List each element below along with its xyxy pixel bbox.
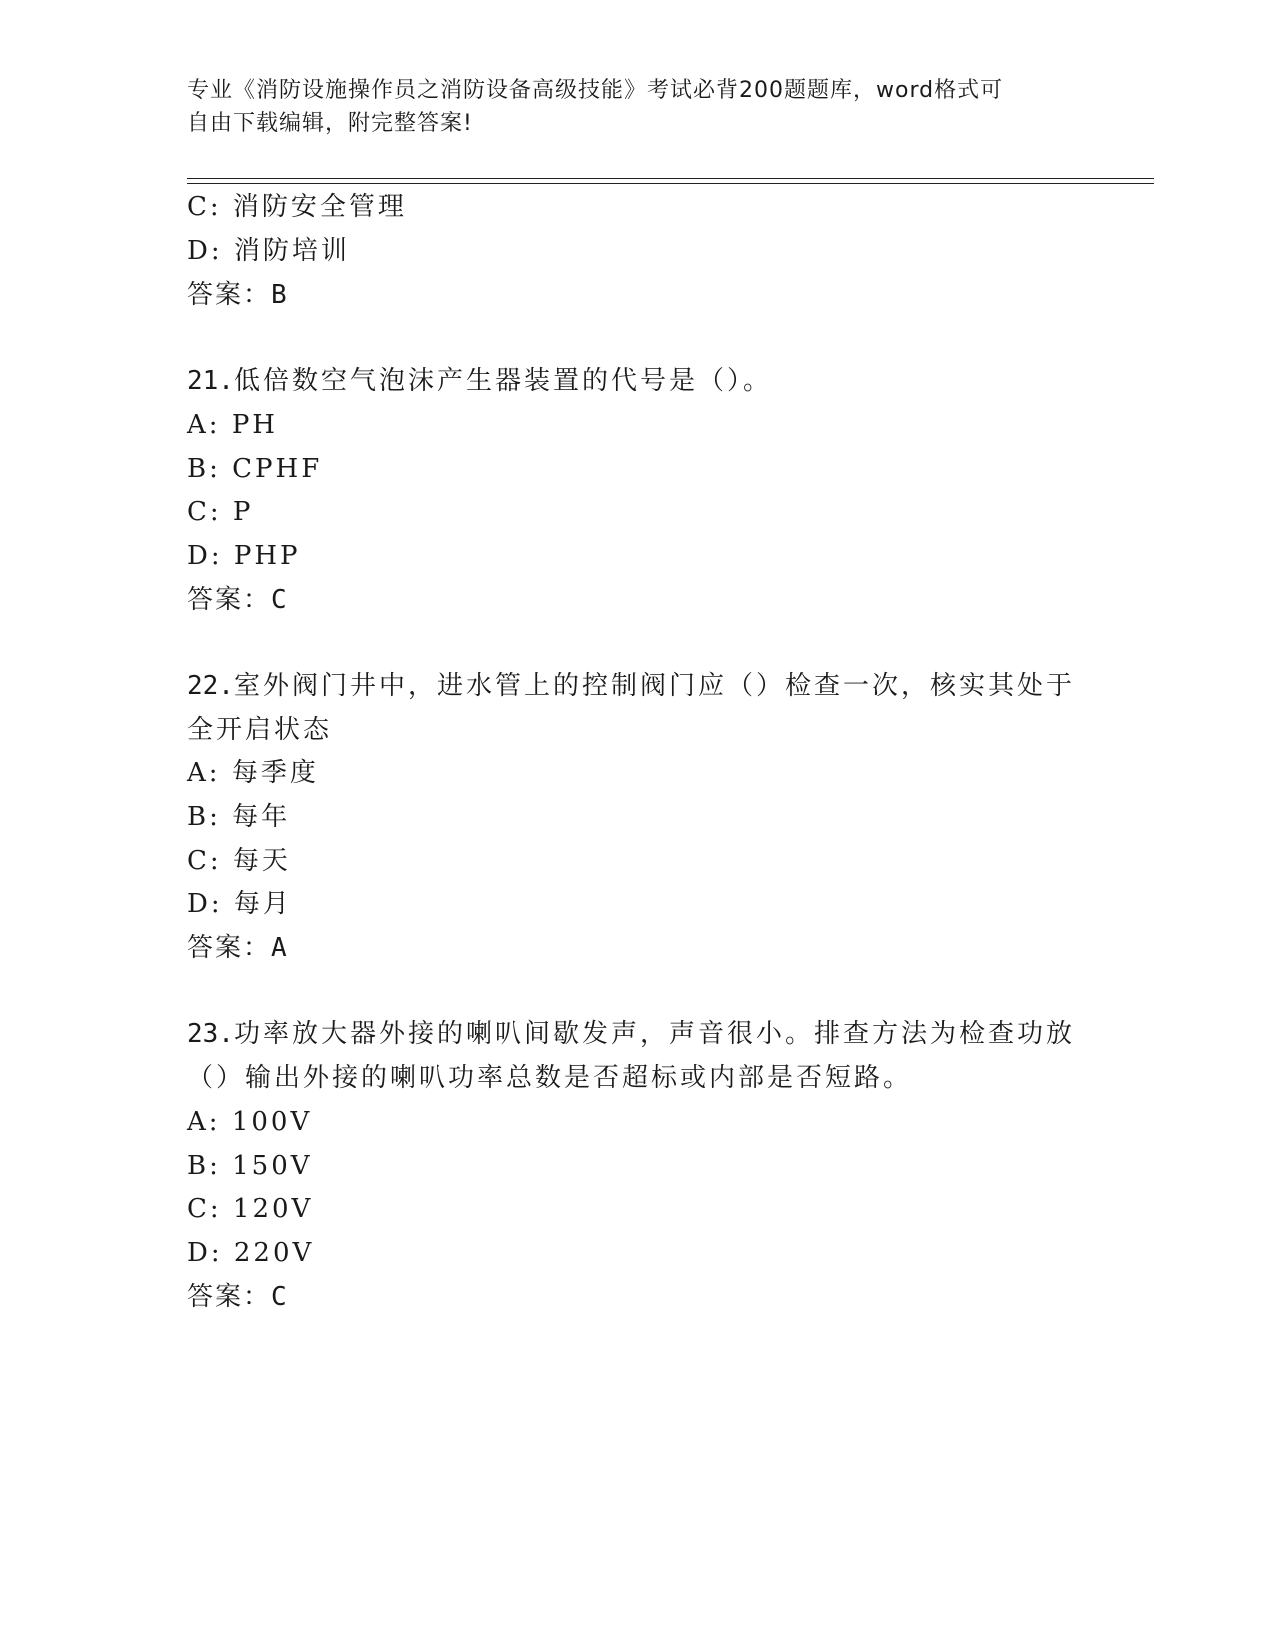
question-22-option-c: C: 每天 xyxy=(187,846,291,876)
question-22-option-d: D: 每月 xyxy=(187,889,292,919)
question-21-option-b: B: CPHF xyxy=(187,454,323,484)
header-divider-bottom xyxy=(187,183,1154,184)
question-23-text-line-1: 23.功率放大器外接的喇叭间歇发声，声音很小。排查方法为检查功放 xyxy=(187,1019,1075,1049)
question-22-answer: 答案：A xyxy=(187,933,289,963)
question-23-answer: 答案：C xyxy=(187,1282,289,1312)
question-22-option-b: B: 每年 xyxy=(187,802,291,832)
option-c: C: 消防安全管理 xyxy=(187,192,407,222)
answer-line: 答案：B xyxy=(187,280,289,310)
question-22-option-a: A: 每季度 xyxy=(187,758,319,788)
question-21-option-a: A: PH xyxy=(187,410,278,440)
question-21-answer: 答案：C xyxy=(187,585,289,615)
option-d: D: 消防培训 xyxy=(187,236,350,266)
header-divider-top xyxy=(187,178,1154,179)
question-23-option-d: D: 220V xyxy=(187,1238,315,1268)
question-23-text-line-2: （）输出外接的喇叭功率总数是否超标或内部是否短路。 xyxy=(187,1063,913,1093)
question-22-text-line-1: 22.室外阀门井中，进水管上的控制阀门应（）检查一次，核实其处于 xyxy=(187,671,1075,701)
question-22-text-line-2: 全开启状态 xyxy=(187,715,333,745)
question-21-text: 21.低倍数空气泡沫产生器装置的代号是（）。 xyxy=(187,366,772,396)
question-23-option-a: A: 100V xyxy=(187,1107,313,1137)
header-line-1: 专业《消防设施操作员之消防设备高级技能》考试必背200题题库，word格式可 xyxy=(187,78,1004,103)
question-21-option-d: D: PHP xyxy=(187,541,301,571)
question-21-option-c: C: P xyxy=(187,497,254,527)
document-header xyxy=(187,74,1087,140)
question-23-option-c: C: 120V xyxy=(187,1194,314,1224)
question-23-option-b: B: 150V xyxy=(187,1151,313,1181)
header-line-2: 自由下载编辑，附完整答案! xyxy=(187,111,473,136)
